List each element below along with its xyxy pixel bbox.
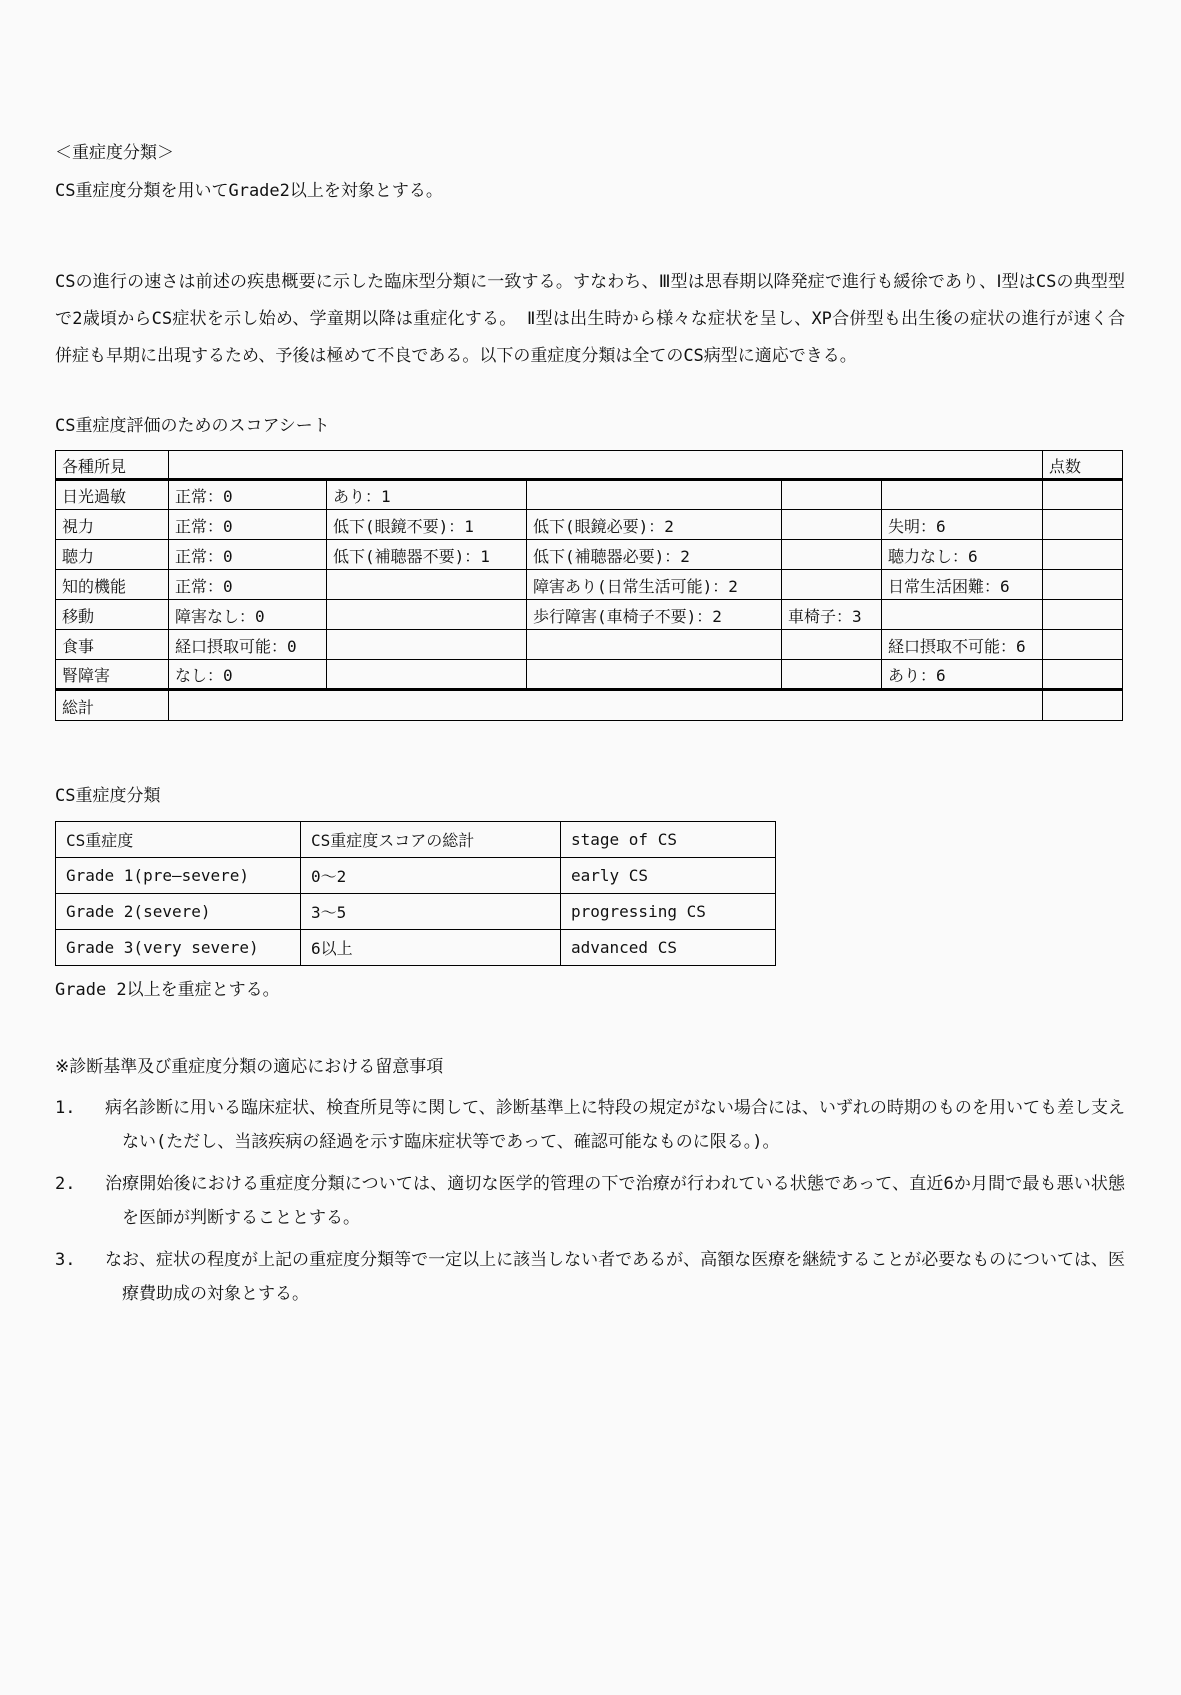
classification-section — [55, 785, 1125, 1000]
table-row — [56, 570, 1123, 600]
class-header-score: CS重症度スコアの総計 — [301, 822, 561, 858]
row-label: 知的機能 — [56, 570, 169, 600]
score-cell: あり：1 — [327, 480, 527, 510]
table-row — [56, 540, 1123, 570]
table-row — [56, 510, 1123, 540]
remark-item — [55, 1091, 1125, 1159]
points-cell — [1043, 480, 1123, 510]
score-cell — [782, 570, 882, 600]
score-cell — [782, 540, 882, 570]
score-cell — [527, 480, 782, 510]
score-sheet-table — [55, 450, 1123, 721]
score-cell: 正常：0 — [169, 570, 327, 600]
score-cell: 正常：0 — [169, 480, 327, 510]
score-cell: あり：6 — [882, 660, 1043, 690]
remarks-section — [55, 1052, 1125, 1311]
score-cell: 経口摂取不可能：6 — [882, 630, 1043, 660]
score-cell: 低下(眼鏡必要)：2 — [527, 510, 782, 540]
score-cell — [782, 510, 882, 540]
class-header-stage: stage of CS — [561, 822, 776, 858]
points-cell — [1043, 510, 1123, 540]
score-cell — [782, 660, 882, 690]
classification-title: CS重症度分類 — [55, 786, 161, 807]
remark-item — [55, 1243, 1125, 1311]
score-cell — [782, 630, 882, 660]
score-cell: 低下(補聴器必要)：2 — [527, 540, 782, 570]
total-label: 総計 — [56, 690, 169, 721]
score-cell — [327, 630, 527, 660]
remark-item — [55, 1167, 1125, 1235]
row-label: 食事 — [56, 630, 169, 660]
grade-cell: Grade 1(pre—severe) — [56, 858, 301, 894]
score-cell — [327, 660, 527, 690]
score-cell: 歩行障害(車椅子不要)：2 — [527, 600, 782, 630]
score-cell: 車椅子：3 — [782, 600, 882, 630]
score-cell: 正常：0 — [169, 540, 327, 570]
score-range-cell: 0～2 — [301, 858, 561, 894]
stage-cell: early CS — [561, 858, 776, 894]
intro-paragraph: CSの進行の速さは前述の疾患概要に示した臨床型分類に一致する。すなわち、Ⅲ型は思春期以降発症で進行も緩徐であり、Ⅰ型はCSの典型型で2歳頃からCS症状を示し始め、学童期以降は重症化する。 Ⅱ型は出生時から様々な症状を呈し、XP合併型も出生後の症状の進行が速く合併症も早期に出現するため、予後は極めて不良である。以下の重症度分類は全てのCS病型に適応できる。 — [55, 272, 1125, 367]
page-title: ＜重症度分類＞ — [55, 143, 174, 163]
remark-text: なお、症状の程度が上記の重症度分類等で一定以上に該当しない者であるが、高額な医療を継続することが必要なものについては、医療費助成の対象とする。 — [105, 1250, 1125, 1305]
score-header-findings: 各種所見 — [56, 451, 169, 480]
class-header-grade: CS重症度 — [56, 822, 301, 858]
score-cell: 失明：6 — [882, 510, 1043, 540]
remark-text: 治療開始後における重症度分類については、適切な医学的管理の下で治療が行われている状態であって、直近6か月間で最も悪い状態を医師が判断することとする。 — [105, 1174, 1125, 1229]
grade-threshold-note: Grade 2以上を重症とする。 — [55, 980, 280, 1001]
remark-number: 3. — [55, 1250, 76, 1271]
classification-table — [55, 821, 776, 966]
score-cell: 障害なし：0 — [169, 600, 327, 630]
score-cell: 経口摂取可能：0 — [169, 630, 327, 660]
score-cell — [882, 480, 1043, 510]
table-row — [56, 822, 776, 858]
score-cell: 低下(眼鏡不要)：1 — [327, 510, 527, 540]
remark-text: 病名診断に用いる臨床症状、検査所見等に関して、診断基準上に特段の規定がない場合には、いずれの時期のものを用いても差し支えない(ただし、当該疾病の経過を示す臨床症状等であって、確認可能なものに限る。)。 — [105, 1098, 1125, 1153]
table-row — [56, 894, 776, 930]
score-cell: なし：0 — [169, 660, 327, 690]
table-row — [56, 600, 1123, 630]
points-cell — [1043, 660, 1123, 690]
score-cell — [327, 570, 527, 600]
row-label: 聴力 — [56, 540, 169, 570]
remarks-title: ※診断基準及び重症度分類の適応における留意事項 — [55, 1057, 444, 1078]
score-cell: 日常生活困難：6 — [882, 570, 1043, 600]
score-header-spacer — [169, 451, 1043, 480]
row-label: 視力 — [56, 510, 169, 540]
score-cell — [882, 600, 1043, 630]
score-sheet-title: CS重症度評価のためのスコアシート — [55, 416, 330, 437]
table-row — [56, 480, 1123, 510]
score-cell — [327, 600, 527, 630]
remark-number: 2. — [55, 1174, 76, 1195]
table-row — [56, 930, 776, 966]
points-cell — [1043, 600, 1123, 630]
score-cell — [782, 480, 882, 510]
grade-cell: Grade 2(severe) — [56, 894, 301, 930]
total-points-cell — [1043, 690, 1123, 721]
grade-cell: Grade 3(very severe) — [56, 930, 301, 966]
score-range-cell: 6以上 — [301, 930, 561, 966]
table-row — [56, 858, 776, 894]
score-cell: 低下(補聴器不要)：1 — [327, 540, 527, 570]
stage-cell: progressing CS — [561, 894, 776, 930]
table-row-total — [56, 690, 1123, 721]
row-label: 移動 — [56, 600, 169, 630]
row-label: 腎障害 — [56, 660, 169, 690]
points-cell — [1043, 540, 1123, 570]
total-spacer — [169, 690, 1043, 721]
stage-cell: advanced CS — [561, 930, 776, 966]
score-range-cell: 3～5 — [301, 894, 561, 930]
score-cell: 正常：0 — [169, 510, 327, 540]
table-row — [56, 451, 1123, 480]
table-row — [56, 630, 1123, 660]
score-cell — [527, 660, 782, 690]
score-header-points: 点数 — [1043, 451, 1123, 480]
points-cell — [1043, 630, 1123, 660]
score-cell — [527, 630, 782, 660]
page-subheading: CS重症度分類を用いてGrade2以上を対象とする。 — [55, 181, 443, 202]
table-row — [56, 660, 1123, 690]
score-cell: 障害あり(日常生活可能)：2 — [527, 570, 782, 600]
score-cell: 聴力なし：6 — [882, 540, 1043, 570]
remark-number: 1. — [55, 1098, 76, 1119]
points-cell — [1043, 570, 1123, 600]
row-label: 日光過敏 — [56, 480, 169, 510]
